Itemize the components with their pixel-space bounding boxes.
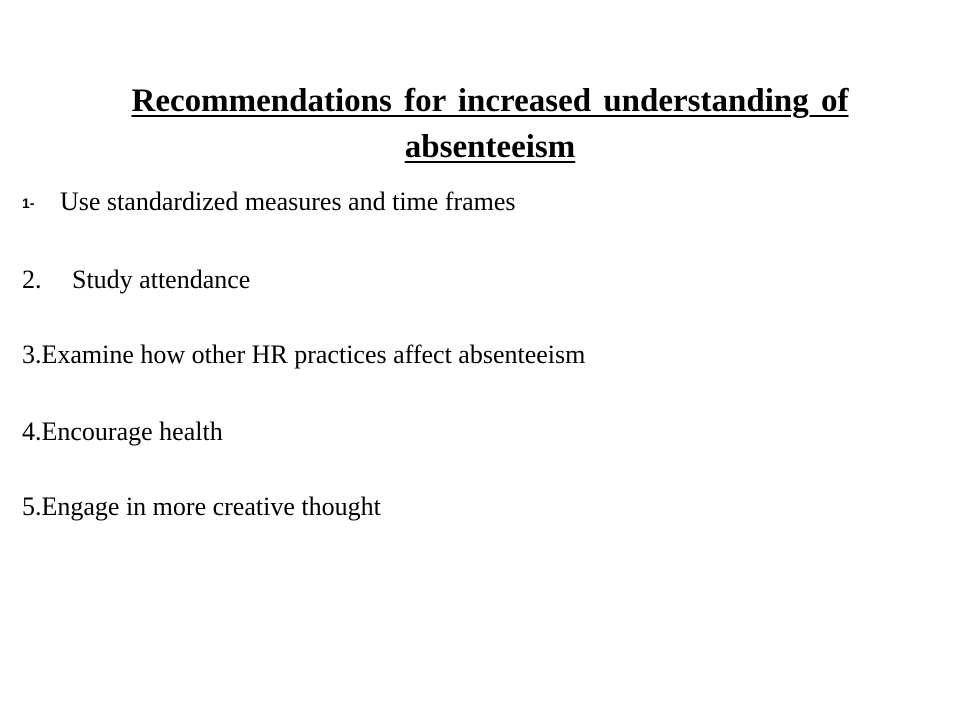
item-text: Examine how other HR practices affect absenteeism — [41, 340, 586, 369]
list-item — [22, 187, 516, 218]
item-text: Study attendance — [72, 265, 251, 294]
item-number: 4. — [22, 417, 42, 446]
slide-title: Recommendations for increased understanding of absenteeism — [131, 83, 849, 165]
item-text: Engage in more creative thought — [41, 492, 381, 521]
item-number: 2. — [22, 265, 42, 294]
list-item — [22, 265, 250, 295]
item-text: Use standardized measures and time frames — [60, 187, 516, 216]
item-number: 3. — [22, 340, 42, 369]
list-item — [22, 492, 381, 522]
item-number: 5. — [22, 492, 42, 521]
list-item — [22, 417, 223, 447]
list-item — [22, 340, 585, 370]
item-text: Encourage health — [41, 417, 223, 446]
item-number: 1- — [22, 195, 35, 211]
